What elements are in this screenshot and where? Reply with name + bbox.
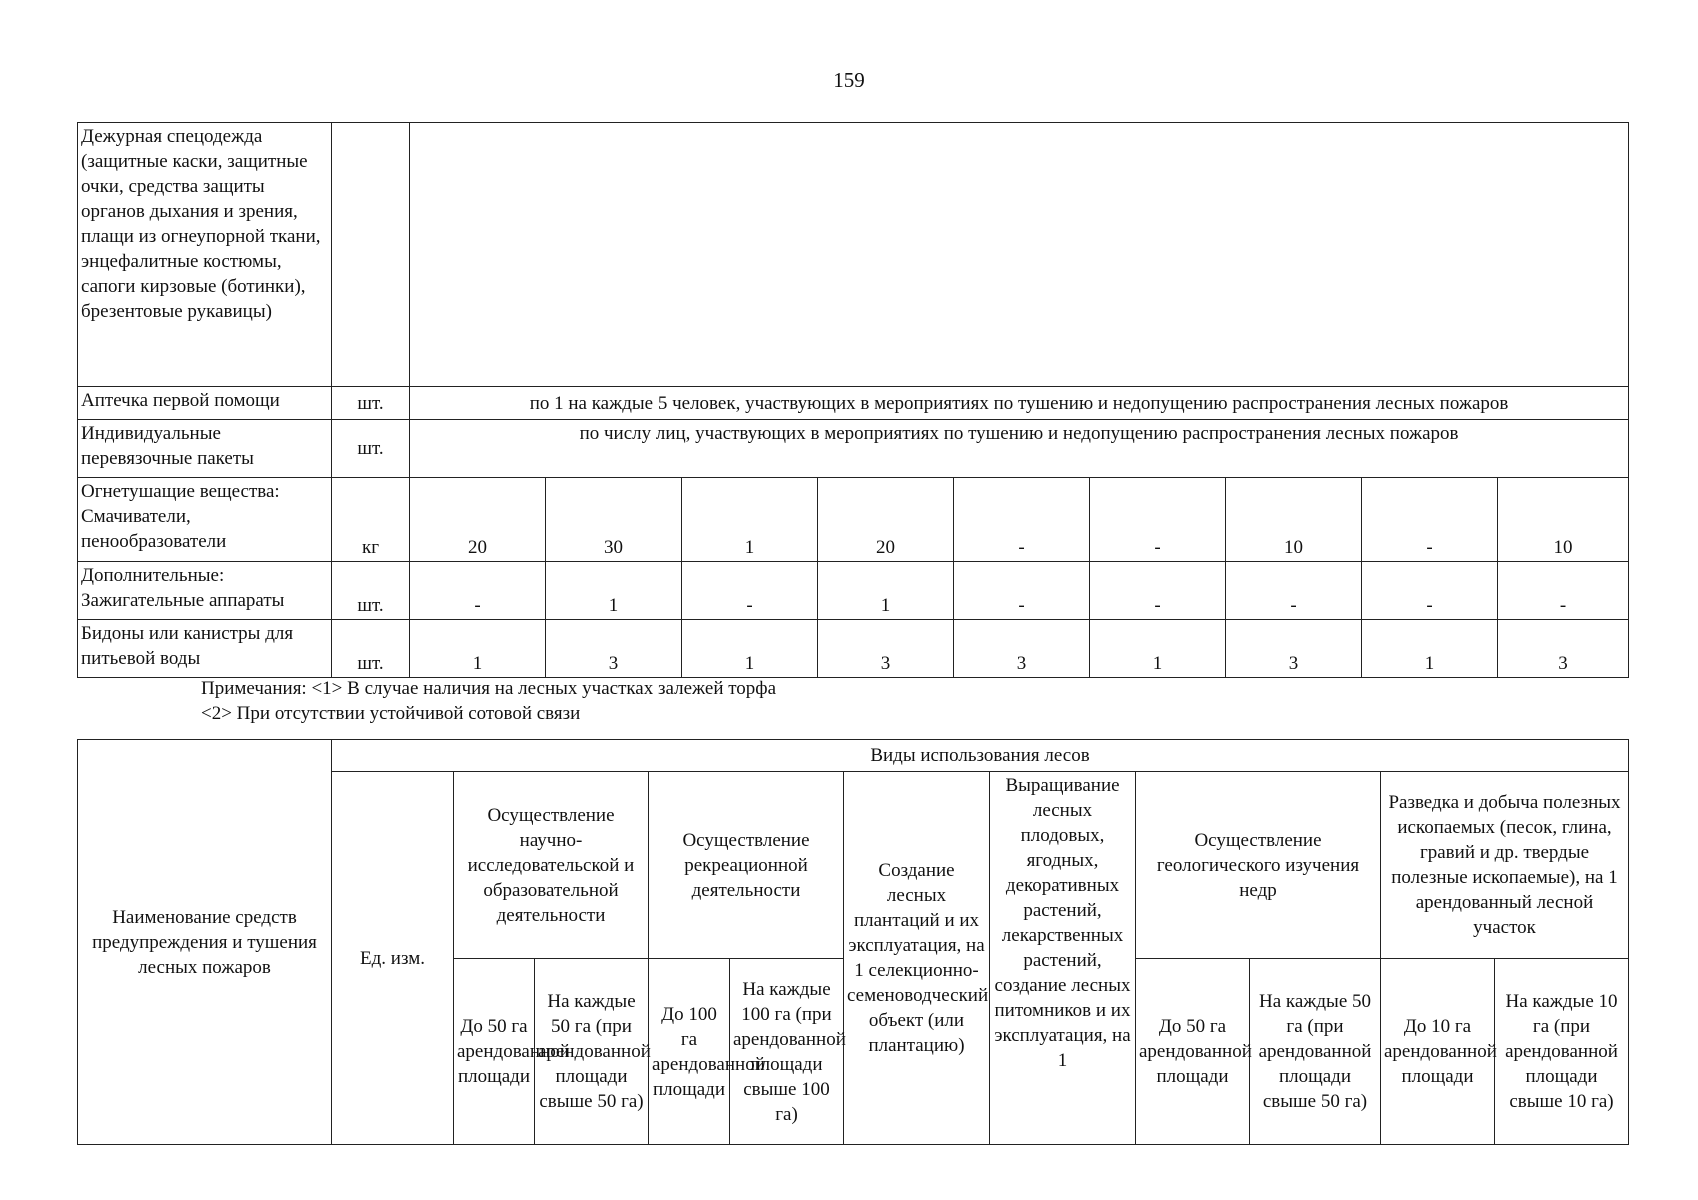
value-cell: 3 [954, 620, 1090, 678]
value-cell: 3 [818, 620, 954, 678]
recreation-sub-a: До 100 га арендованной площади [649, 959, 730, 1145]
value-cell: 1 [818, 562, 954, 620]
value-cell: 20 [410, 478, 546, 562]
unit-header: Ед. изм. [332, 772, 454, 1145]
row-unit: шт. [332, 387, 410, 420]
growing-header: Выращивание лесных плодовых, ягодных, декоративных растений, лекарственных растений, создание лесных питомников и их эксплуатация, на 1 [990, 772, 1136, 1145]
science-sub-a: До 50 га арендованной площади [454, 959, 535, 1145]
row-name: Индивидуальные перевязочные пакеты [78, 420, 332, 478]
mining-header: Разведка и добыча полезных ископаемых (песок, глина, гравий и др. твердые полезные ископаемые), на 1 арендованный лесной участок [1381, 772, 1629, 959]
row-unit [332, 123, 410, 387]
row-norm-text: по 1 на каждые 5 человек, участвующих в мероприятиях по тушению и недопущению распространения лесных пожаров [410, 387, 1629, 420]
value-cell: 1 [1090, 620, 1226, 678]
value-cell: 3 [1226, 620, 1362, 678]
table-row [78, 620, 1629, 678]
table-row [78, 478, 1629, 562]
value-cell: - [1498, 562, 1629, 620]
value-cell: 3 [546, 620, 682, 678]
row-name: Дополнительные: Зажигательные аппараты [78, 562, 332, 620]
row-name: Аптечка первой помощи [78, 387, 332, 420]
value-cell: - [1362, 478, 1498, 562]
row-norm-text [410, 123, 1629, 387]
mining-sub-b: На каждые 10 га (при арендованной площади свыше 10 га) [1495, 959, 1629, 1145]
equipment-norms-table [77, 122, 1629, 678]
value-cell: - [954, 478, 1090, 562]
value-cell: 1 [682, 478, 818, 562]
value-cell: 1 [682, 620, 818, 678]
value-cell: 1 [1362, 620, 1498, 678]
notes [201, 676, 776, 726]
table-row [78, 420, 1629, 478]
value-cell: 10 [1226, 478, 1362, 562]
row-name: Дежурная спецодежда (защитные каски, защитные очки, средства защиты органов дыхания и зрения, плащи из огнеупорной ткани, энцефалитные костюмы, сапоги кирзовые (ботинки), брезентовые рукавицы) [78, 123, 332, 387]
science-header: Осуществление научно-исследовательской и образовательной деятельности [454, 772, 649, 959]
geology-sub-b: На каждые 50 га (при арендованной площади свыше 50 га) [1250, 959, 1381, 1145]
value-cell: - [954, 562, 1090, 620]
row-unit: кг [332, 478, 410, 562]
value-cell: 10 [1498, 478, 1629, 562]
note-line: Примечания: <1> В случае наличия на лесных участках залежей торфа [201, 678, 777, 699]
row-name: Бидоны или канистры для питьевой воды [78, 620, 332, 678]
row-norm-text: по числу лиц, участвующих в мероприятиях по тушению и недопущению распространения лесных пожаров [410, 420, 1629, 478]
table-row [78, 740, 1629, 772]
row-name: Огнетушащие вещества: Смачиватели, пенообразователи [78, 478, 332, 562]
plantations-header: Создание лесных плантаций и их эксплуатация, на 1 селекционно-семеноводческий объект (или плантацию) [844, 772, 990, 1145]
group-header: Виды использования лесов [332, 740, 1629, 772]
table-row [78, 387, 1629, 420]
value-cell: - [1090, 478, 1226, 562]
table-row [78, 123, 1629, 387]
value-cell: 1 [546, 562, 682, 620]
science-sub-b: На каждые 50 га (при арендованной площади свыше 50 га) [535, 959, 649, 1145]
recreation-header: Осуществление рекреационной деятельности [649, 772, 844, 959]
value-cell: - [1362, 562, 1498, 620]
row-unit: шт. [332, 562, 410, 620]
value-cell: - [1226, 562, 1362, 620]
value-cell: 3 [1498, 620, 1629, 678]
table-row [78, 562, 1629, 620]
value-cell: 30 [546, 478, 682, 562]
value-cell: 20 [818, 478, 954, 562]
value-cell: 1 [410, 620, 546, 678]
mining-sub-a: До 10 га арендованной площади [1381, 959, 1495, 1145]
row-unit: шт. [332, 620, 410, 678]
value-cell: - [1090, 562, 1226, 620]
recreation-sub-b: На каждые 100 га (при арендованной площади свыше 100 га) [730, 959, 844, 1145]
geology-sub-a: До 50 га арендованной площади [1136, 959, 1250, 1145]
page-number: 159 [833, 68, 865, 92]
value-cell: - [682, 562, 818, 620]
row-unit: шт. [332, 420, 410, 478]
note-line: <2> При отсутствии устойчивой сотовой связи [201, 703, 581, 724]
value-cell: - [410, 562, 546, 620]
forest-use-header-table [77, 739, 1629, 1145]
name-header: Наименование средств предупреждения и тушения лесных пожаров [78, 740, 332, 1145]
geology-header: Осуществление геологического изучения недр [1136, 772, 1381, 959]
